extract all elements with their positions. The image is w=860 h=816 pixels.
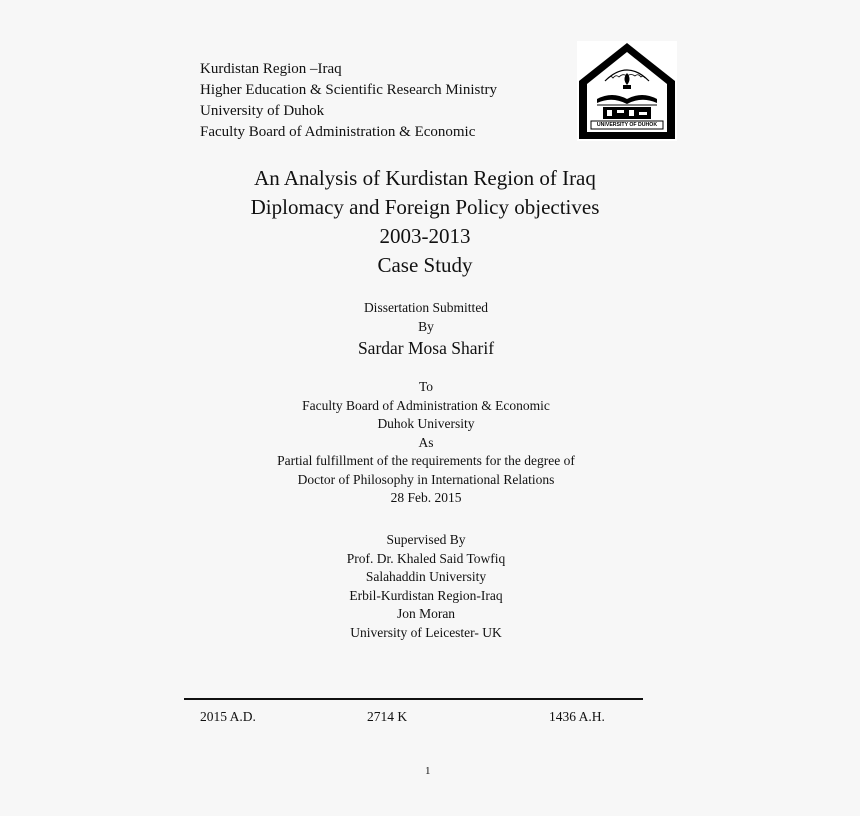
- supervisor-line-6: University of Leicester- UK: [350, 624, 502, 640]
- university-logo: [577, 41, 677, 141]
- supervisor-line-4: Erbil-Kurdistan Region-Iraq: [349, 587, 503, 603]
- supervisor-line-5: Jon Moran: [396, 606, 456, 621]
- supervisor-line-2: Prof. Dr. Khaled Said Towfiq: [346, 550, 506, 566]
- supervisor-line-1: Supervised By: [386, 532, 466, 547]
- submission-line-1: Dissertation Submitted: [363, 300, 489, 315]
- supervisor-line-3: Salahaddin University: [365, 569, 487, 584]
- title-line-2: Diplomacy and Foreign Policy objectives: [250, 195, 600, 219]
- footer-year-ah: 1436 A.H.: [549, 709, 605, 724]
- footer-divider: [184, 698, 643, 700]
- page-number: 1: [425, 765, 431, 777]
- to-line-6: Doctor of Philosophy in International Relations: [297, 471, 555, 487]
- footer-year-ad: 2015 A.D.: [200, 709, 256, 724]
- dissertation-title: [0, 164, 850, 280]
- header-line-university: University of Duhok: [200, 103, 325, 119]
- title-line-3: 2003-2013: [379, 224, 471, 248]
- submission-line-2: By: [418, 318, 434, 334]
- header-line-faculty: Faculty Board of Administration & Economic: [200, 124, 476, 140]
- to-line-3: Duhok University: [377, 416, 475, 431]
- to-line-5: Partial fulfillment of the requirements for the degree of: [277, 453, 575, 468]
- to-line-2: Faculty Board of Administration & Economic: [302, 397, 550, 413]
- to-line-4: As: [418, 434, 434, 450]
- header-line-region: Kurdistan Region –Iraq: [200, 61, 342, 77]
- author-name: Sardar Mosa Sharif: [357, 338, 495, 358]
- footer-year-k: 2714 K: [367, 709, 408, 724]
- supervisors-block: [0, 531, 852, 642]
- logo-caption: UNIVERSITY OF DUHOK: [596, 122, 658, 128]
- title-line-1: An Analysis of Kurdistan Region of Iraq: [254, 166, 596, 190]
- submission-note: [0, 299, 852, 336]
- header-line-ministry: Higher Education & Scientific Research Ministry: [200, 82, 498, 98]
- institution-header: [200, 59, 497, 143]
- title-line-4: Case Study: [377, 253, 473, 277]
- to-line-7: 28 Feb. 2015: [390, 490, 462, 505]
- to-line-1: To: [418, 379, 434, 394]
- submission-recipient-block: [0, 378, 852, 508]
